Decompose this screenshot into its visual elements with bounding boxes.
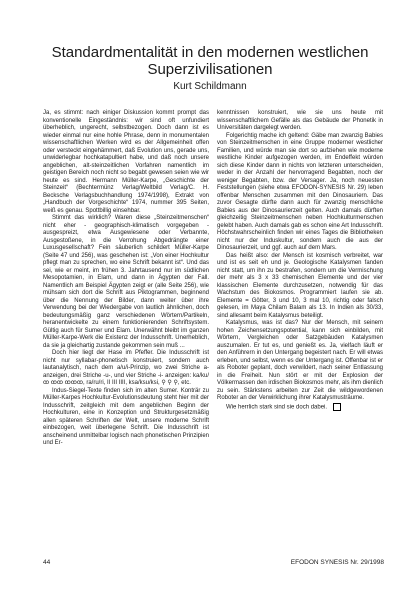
paragraph: Stimmt das wirklich? Waren diese „Steinzeitmenschen“ nicht eher - geographisch-klimatisch vorgegeben - ausgespreizt, etwa Ausgewiesene oder Verbannte, Ausgestoßene, in die Verrohung Abgedrängte einer Luxusgesellschaft? Fein säuberlich schildert Müller-Karpe (Seite 47 und 256), was geschehen ist: „Von einer Hochkultur pflegt man zu sprechen, wo eine Schrift bekannt ist“. Und das sei, wie er meint, im frühen 3. Jahrtausend nur im südlichen Mesopotamien, in Elam, und dann in Ägypten der Fall. Namentlich am Beispiel Ägypten zeigt er (alle Seite 256), wie mühsam sich dort die Schrift aus Piktogrammen, beginnend über die Nennung der Bilder, dann weiter über ihre Verwendung bei der Wiedergabe von lautlich ähnlichen, doch bedeutungsmäßig ganz verschiedenen Wörtern/Partikeln, heranentwickelte zu einem funktionierenden Schriftsystem. Gültig auch für Sumer und Elam. Unerwähnt bleibt im ganzen Müller-Karpe-Werk die Existenz der Indusschrift. Unerheblich, da sie ja gleichartig zustande gekommen sein muß ... — [43, 215, 209, 349]
page-number: 44 — [43, 559, 51, 566]
article-author: Kurt Schildmann — [173, 81, 247, 92]
closing-text: Wie herrlich stark sind sie doch dabei. — [226, 404, 328, 411]
paragraph: Das heißt also: der Mensch ist kosmisch verbreitet, war und ist es seit eh und je. Geologische Katalysmen fanden nicht statt, um ihn zu bestrafen, sondern um die Vermischung der mehr als 3 x 33 chemischen Elemente und der vier klassischen Elemente durchzusetzen, notwendig für das Wachstum des Biokosmos. Programmiert laufen sie ab. Elemente = Götter, 3 und 10, 3 mal 10, richtig oder falsch gelesen, im Maya Chilam Balam als 13. In Indien als 30/33, sind allesamt beim Katalysmus beteiligt. — [217, 252, 383, 319]
paragraph: Doch hier liegt der Hase im Pfeffer. Die Indusschrift ist nicht nur syllabar-phonetisch konstruiert, sondern auch lautanalytisch, nach dem a/u/i-Prinzip, wo zwei Striche a- anzeigen, drei Striche -u-, und vier Striche -i- anzeigen: ka/ku/ ꝏ ꝏꝏ ꝏꝏꝏ, ra/ru/ri, II III IIII, ksa/ksu/ksi, ⚲ ⚲ ⚲, etc. — [43, 350, 209, 386]
right-column — [217, 110, 383, 412]
left-column — [43, 110, 209, 448]
closing-paragraph — [217, 403, 383, 412]
paragraph: Ja, es stimmt: nach einiger Diskussion kommt prompt das konventionelle Eingeständnis: wir sind oft unfundiert überheblich, ungerecht, selbstbezogen. Doch dann ist es wieder einmal nur eine hohle Phrase, denn in monumentalen wissenschaftlichen Werken wird es der Allgemeinheit offen oder versteckt eingehämmert, daß Evolution uns, gerade uns, unwiderlegbar hochkatapultiert habe, und daß noch unsere angeblichen, alt-steinzeitlichen Vorfahren namentlich im geistigen Bereich noch nicht so begabt gewesen seien wie wir heute es sind. Hermann Müller-Karpe, „Geschichte der Steinzeit“ (Bechtermünz Verlag/Weltbild Verlag/C. H. Becksche Verlagsbuchhandlung 1974/1998), Extrakt von „Handbuch der Vorgeschichte“ 1974, nummer 395 Seiten, weiß es genau. Spottbillig einsehbar. — [43, 110, 209, 214]
end-of-article-mark — [333, 403, 341, 411]
paragraph: Katalysmus, was ist das? Nur der Mensch, mit seinem hohen Zeichensetzungspotential, kann sich einbilden, mit Wörtern, Vergleichen oder Satzgebäuden Katalysmen auszumalen. Er tut es, und genießt es. Ja, vielfach läuft er den Anführern in den Untergang begeistert nach. Er will etwas erleben, und selbst, wenn es der Untergang ist. Offenbar ist er als Roboter geplant, doch verwildert, nach seiner Entlassung in die Freiheit. Nun stört er mit der Explosion der Völkermassen den irdischen Biokosmos mehr, als ihm dienlich zu sein. Stärkstens arbeiten zur Zeit die wildgewordenen Roboter an der Verwirklichung ihrer Katalysmusträume. — [217, 320, 383, 401]
article-title: Standardmentalität in den modernen westlichen Superzivilisationen — [51, 44, 369, 78]
paragraph: Indus-Siegel-Texte finden sich im alten Sumer. Konträr zu Müller-Karpes Hochkultur-Evolutionsdeutung steht hier mit der Indusschrift, zeitgleich mit dem angeblichen Beginn der Hochkulturen, eine in Konzeption und Strukturgesetzmäßig allen späteren Schriften der Welt, unsere moderne Schrift einbezogen, weit überlegene Schrift. Die Indusschrift ist anscheinend unmittelbar logisch nach phonetischen Prinzipien und Er- — [43, 387, 209, 446]
magazine-issue: EFODON SYNESIS Nr. 29/1998 — [290, 559, 384, 566]
paragraph: Folgerichtig mache ich geltend: Gäbe man zwanzig Babies von Steinzeitmenschen in eine Gruppe moderner westlicher Familien, und würde man sie dort so aufziehen wie moderne westliche Kinder aufgezogen werden, im Endeffekt würden sich diese Kinder dann in nichts von letzteren unterscheiden, weder in der Anzahl der hervorragend Begabten, noch der weniger Begabten, bzw. der Versager. Ja, noch neuesten Feststellungen (siehe etwa EFODON-SYNESIS Nr. 29) leben offenbar Menschen zusammen mit den Dinosauriern. Das zuvor Gesagte dürfte dann auch für zwanzig menschliche Babies aus der Dinosaurierzeit gelten. Auch damals dürften gleichzeitig Steinzeitmenschen neben Hochkulturmenschen gelebt haben. Auch damals gab es schon eine Art Indusschrift. Höchstwahrscheinlich finden wir eines Tages die Bibliotheken nicht nur der Induskultur, sondern auch die aus der Dinosaurierzeit, und ggf. auch auf dem Mars. — [217, 132, 383, 251]
paragraph: kenntnissen konstruiert, wie sie uns heute mit wissenschaftlichem Gefälle als das Gebäude der Phonetik in Universitäten dargelegt werden. — [217, 110, 383, 131]
